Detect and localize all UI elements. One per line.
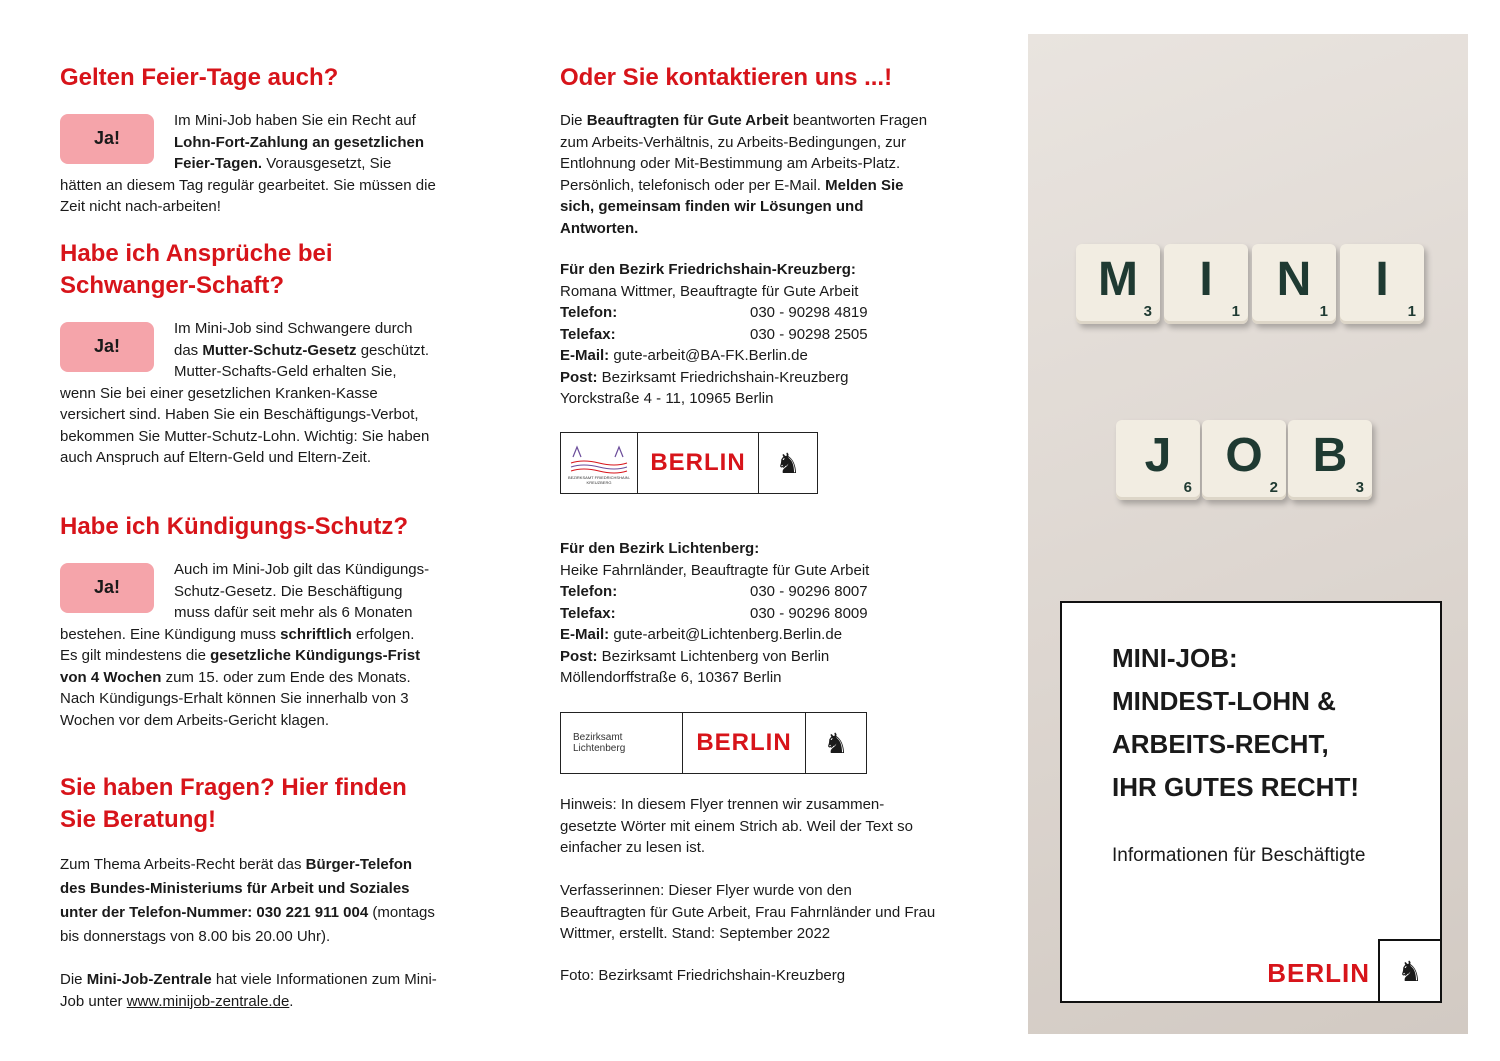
contact-lichtenberg: Für den Bezirk Lichtenberg: Heike Fahrnländer, Beauftragte für Gute Arbeit Telefon: 030 - 90296 8007 Telefax: 030 - 90296 8009 E-Mail: gute-arbeit@Lichtenberg.Berlin.de Post: Bezirksamt Lichtenberg von Berlin Möllendorffstraße 6, 10367 Berlin [560,538,950,689]
beratung-paragraph: Zum Thema Arbeits-Recht berät das Bürger-Telefon des Bundes-Ministeriums für Arbeit und Soziales unter der Telefon-Nummer: 030 221 911 004 (montags bis donnerstags von 8.00 bis 20.00 Uhr). [60,856,435,945]
phone-row: Telefon: 030 - 90296 8007 [560,583,868,600]
logo-bezirksamt-fk [560,432,818,494]
berlin-bear-icon: ♞ [823,727,849,759]
cover-title: MINI-JOB: MINDEST-LOHN & ARBEITS-RECHT, IHR GUTES RECHT! [1112,643,1359,802]
post-row: Post: Bezirksamt Lichtenberg von Berlin [560,647,830,665]
cover-title-box [1060,601,1442,1003]
heading-kontakt: Oder Sie kontaktieren uns ...! [560,64,893,91]
section-feiertage: Ja! Im Mini-Job haben Sie ein Recht auf Lohn-Fort-Zahlung an gesetzlichen Feier-Tagen. Vorausgesetzt, Sie hätten an diesem Tag regulär gearbeitet. Sie müssen die Zeit nicht nach-arbeiten! [60,112,436,215]
lichtenberg-emblem: Bezirksamt Lichtenberg [561,713,683,773]
berlin-wordmark: BERLIN [650,449,746,476]
tile-letter: I [1375,253,1389,306]
tile-score: 3 [1143,303,1152,320]
ja-badge: Ja! [60,322,154,372]
contact-friedrichshain-kreuzberg: Für den Bezirk Friedrichshain-Kreuzberg: Romana Wittmer, Beauftragte für Gute Arbeit Telefon: 030 - 90298 4819 Telefax: 030 - 90298 2505 E-Mail: gute-arbeit@BA-FK.Berlin.de Post: Bezirksamt Friedrichshain-Kreuzberg Yorckstraße 4 - 11, 10965 Berlin [560,259,950,410]
letter-tile [1252,244,1336,324]
post-row: Post: Bezirksamt Friedrichshain-Kreuzberg [560,368,849,386]
tile-letter: M [1098,253,1138,306]
letter-tile [1202,420,1286,500]
heading-kuendigungsschutz: Habe ich Kündigungs-Schutz? [60,513,408,540]
letter-tile [1076,244,1160,324]
berlin-bear-icon: ♞ [775,447,801,479]
skyline-icon [567,441,631,475]
heading-beratung: Sie haben Fragen? Hier finden Sie Beratung! [60,774,407,833]
fk-emblem: BEZIRKSAMT FRIEDRICHSHAIN-KREUZBERG [561,433,638,493]
tile-letter: N [1276,253,1312,306]
letter-tile [1116,420,1200,500]
heading-schwangerschaft: Habe ich Ansprüche bei Schwanger-Schaft? [60,240,333,299]
section-kuendigungsschutz: Ja! Auch im Mini-Job gilt das Kündigungs-Schutz-Gesetz. Die Beschäftigung muss dafür seit mehr als 6 Monaten bestehen. Eine Kündigung muss schriftlich erfolgen. Es gilt mindestens die gesetzliche Kündigungs-Frist von 4 Wochen zum 15. oder zum Ende des Monats. Nach Kündigungs-Erhalt können Sie innerhalb von 3 Wochen vor dem Arbeits-Gericht klagen. [60,561,430,729]
minijob-zentrale-paragraph: Die Mini-Job-Zentrale hat viele Informationen zum Mini-Job unter www.minijob-zentrale.de. [60,971,437,1010]
tile-score: 1 [1231,303,1240,320]
phone-row: Telefon: 030 - 90298 4819 [560,304,868,321]
berlin-wordmark: BERLIN [696,729,792,756]
tile-score: 6 [1183,479,1192,496]
tile-letter: J [1144,429,1172,482]
tile-letter: O [1225,429,1263,482]
ja-badge: Ja! [60,114,154,164]
tile-score: 3 [1355,479,1364,496]
berlin-bear-icon-box [1378,939,1442,1003]
email-row: E-Mail: gute-arbeit@Lichtenberg.Berlin.de [560,626,843,643]
tile-letter: B [1312,429,1348,482]
cover-subtitle: Informationen für Beschäftigte [1112,845,1366,866]
tile-score: 1 [1407,303,1416,320]
hinweis-note: Hinweis: In diesem Flyer trennen wir zusammen-gesetzte Wörter mit einem Strich ab. Weil der Text so einfacher zu lesen ist. [560,796,913,856]
photo-credit: Foto: Bezirksamt Friedrichshain-Kreuzberg [560,967,846,984]
berlin-bear-icon: ♞ [1397,955,1423,987]
minijob-zentrale-link[interactable]: www.minijob-zentrale.de [126,992,290,1010]
tile-score: 2 [1269,479,1278,496]
fax-row: Telefax: 030 - 90298 2505 [560,325,868,343]
tile-letter: I [1199,253,1213,306]
section-schwangerschaft: Ja! Im Mini-Job sind Schwangere durch das Mutter-Schutz-Gesetz geschützt. Mutter-Schafts-Geld erhalten Sie, wenn Sie bei einer gesetzlichen Kranken-Kasse versichert sind. Haben Sie ein Beschäftigungs-Verbot, bekommen Sie Mutter-Schutz-Lohn. Wichtig: Sie haben auch Anspruch auf Eltern-Geld und Eltern-Zeit. [60,320,430,466]
letter-tile [1288,420,1372,500]
letter-tile [1340,244,1424,324]
letter-tile [1164,244,1248,324]
berlin-wordmark: BERLIN [1267,958,1370,988]
logo-bezirksamt-lichtenberg [560,712,867,774]
authors-note: Verfasserinnen: Dieser Flyer wurde von den Beauftragten für Gute Arbeit, Frau Fahrnländer und Frau Wittmer, erstellt. Stand: September 2022 [560,882,936,942]
kontakt-intro: Die Beauftragten für Gute Arbeit beantworten Fragen zum Arbeits-Verhältnis, zu Arbeits-Bedingungen, zur Entlohnung oder Mit-Bestimmung am Arbeits-Platz. Persönlich, telefonisch oder per E-Mail. Melden Sie sich, gemeinsam finden wir Lösungen und Antworten. [560,112,928,237]
fax-row: Telefax: 030 - 90296 8009 [560,604,868,622]
heading-feiertage: Gelten Feier-Tage auch? [60,64,339,91]
tile-score: 1 [1319,303,1328,320]
ja-badge: Ja! [60,563,154,613]
email-row: E-Mail: gute-arbeit@BA-FK.Berlin.de [560,347,808,364]
